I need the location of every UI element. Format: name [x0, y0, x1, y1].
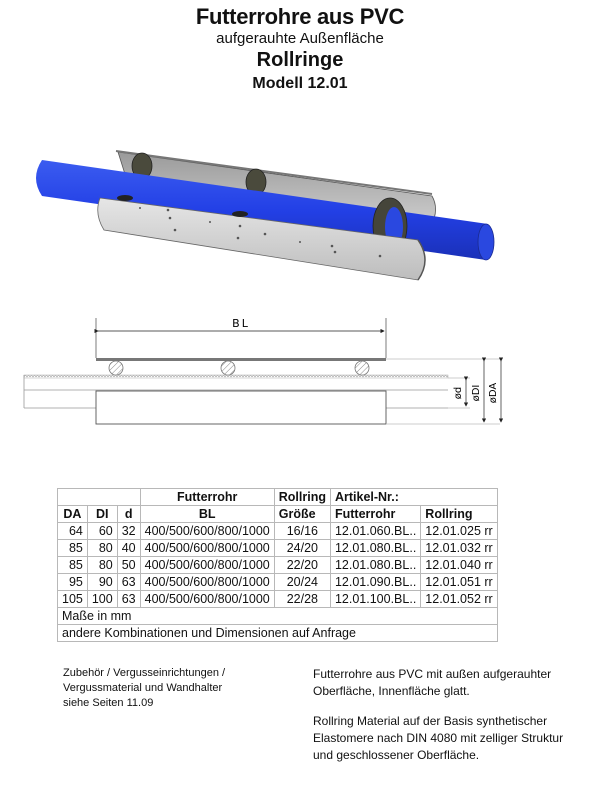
accessories-note: [63, 666, 225, 711]
cell-groesse: 20/24: [274, 574, 330, 591]
cell-rollring-nr: 12.01.052 rr: [421, 591, 497, 608]
cell-di: 80: [87, 540, 117, 557]
col-header-di: DI: [87, 506, 117, 523]
table-row: [58, 574, 498, 591]
table-header-row: [58, 506, 498, 523]
description-line: Rollring Material auf der Basis synthetischer: [313, 714, 548, 728]
table-row: [58, 523, 498, 540]
rollring-section-2: [221, 361, 235, 375]
cell-d: 63: [117, 591, 140, 608]
spec-table: [57, 488, 498, 642]
cell-d: 40: [117, 540, 140, 557]
col-header-futterrohr-nr: Futterrohr: [330, 506, 420, 523]
product-name: Rollringe: [256, 49, 344, 71]
model-number: Modell 12.01: [252, 75, 348, 92]
cell-futterrohr-nr: 12.01.090.BL..: [330, 574, 420, 591]
dim-label-d: ød: [453, 386, 464, 400]
cell-di: 100: [87, 591, 117, 608]
group-header-futterrohr: Futterrohr: [140, 489, 274, 506]
table-row: [58, 591, 498, 608]
cell-d: 63: [117, 574, 140, 591]
col-header-rollring-nr: Rollring: [421, 506, 497, 523]
table-footnote-row: [58, 625, 498, 642]
cell-bl: 400/500/600/800/1000: [140, 540, 274, 557]
table-row: [58, 540, 498, 557]
col-header-groesse: Größe: [274, 506, 330, 523]
cell-bl: 400/500/600/800/1000: [140, 523, 274, 540]
cell-futterrohr-nr: 12.01.080.BL..: [330, 540, 420, 557]
cell-rollring-nr: 12.01.040 rr: [421, 557, 497, 574]
accessories-line: Zubehör / Vergusseinrichtungen /: [63, 667, 226, 679]
cell-da: 64: [58, 523, 88, 540]
cell-da: 85: [58, 557, 88, 574]
page-title: Futterrohre aus PVC: [195, 4, 405, 29]
cell-di: 80: [87, 557, 117, 574]
bl-label: BL: [232, 317, 250, 330]
description-line: Oberfläche, Innenfläche glatt.: [313, 684, 470, 698]
description-line: Futterrohre aus PVC mit außen aufgerauhter: [313, 667, 552, 681]
col-header-bl: BL: [140, 506, 274, 523]
footnote-request: andere Kombinationen und Dimensionen auf Anfrage: [58, 625, 498, 642]
page-subtitle: aufgerauhte Außenfläche: [216, 30, 384, 47]
cell-rollring-nr: 12.01.051 rr: [421, 574, 497, 591]
cell-da: 95: [58, 574, 88, 591]
group-header-artikel: Artikel-Nr.:: [330, 489, 497, 506]
cell-futterrohr-nr: 12.01.100.BL..: [330, 591, 420, 608]
accessories-line: siehe Seiten 11.09: [63, 697, 154, 709]
description-line: und geschlossener Oberfläche.: [313, 748, 480, 762]
dim-label-di: øDI: [471, 384, 482, 402]
description-line: Elastomere nach DIN 4080 mit zelliger Struktur: [313, 731, 564, 745]
table-group-header-row: [58, 489, 498, 506]
col-header-d: d: [117, 506, 140, 523]
cell-futterrohr-nr: 12.01.080.BL..: [330, 557, 420, 574]
cell-groesse: 22/28: [274, 591, 330, 608]
cell-groesse: 22/20: [274, 557, 330, 574]
cell-bl: 400/500/600/800/1000: [140, 574, 274, 591]
cell-d: 32: [117, 523, 140, 540]
dim-label-da: øDA: [488, 382, 499, 404]
cell-groesse: 24/20: [274, 540, 330, 557]
cell-rollring-nr: 12.01.032 rr: [421, 540, 497, 557]
description-pvc: [313, 666, 551, 700]
cell-bl: 400/500/600/800/1000: [140, 557, 274, 574]
cell-rollring-nr: 12.01.025 rr: [421, 523, 497, 540]
cell-d: 50: [117, 557, 140, 574]
group-header-rollring: Rollring: [274, 489, 330, 506]
cell-groesse: 16/16: [274, 523, 330, 540]
rollring-section-3: [355, 361, 369, 375]
cell-bl: 400/500/600/800/1000: [140, 591, 274, 608]
cell-da: 85: [58, 540, 88, 557]
product-illustration: [0, 130, 600, 310]
cell-di: 60: [87, 523, 117, 540]
accessories-line: Vergussmaterial und Wandhalter: [63, 682, 223, 694]
rollring-section-1: [109, 361, 123, 375]
table-row: [58, 557, 498, 574]
table-footnote-row: [58, 608, 498, 625]
description-rollring: [313, 713, 563, 764]
cell-di: 90: [87, 574, 117, 591]
footnote-units: Maße in mm: [58, 608, 498, 625]
technical-drawing: [0, 310, 600, 440]
cell-futterrohr-nr: 12.01.060.BL..: [330, 523, 420, 540]
cell-da: 105: [58, 591, 88, 608]
col-header-da: DA: [58, 506, 88, 523]
